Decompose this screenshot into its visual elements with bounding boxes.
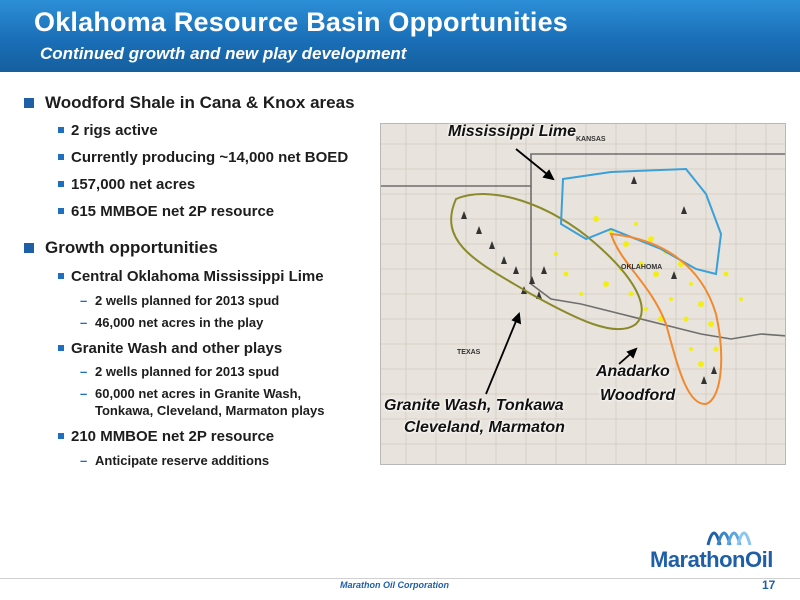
marathon-oil-logo <box>650 525 790 575</box>
rig-markers <box>461 176 717 384</box>
dash-icon: – <box>80 386 88 401</box>
callout-granite-wash-line2: Cleveland, Marmaton <box>404 419 565 436</box>
callout-anadarko-line2: Woodford <box>600 387 676 404</box>
bullet-square-icon <box>58 181 64 187</box>
dash-icon: – <box>80 293 88 308</box>
bullet-square-icon <box>24 243 34 253</box>
callout-anadarko-line1: Anadarko <box>596 363 670 380</box>
bullet-square-icon <box>58 433 64 439</box>
footer-company: Marathon Oil Corporation <box>340 580 449 590</box>
bullet-square-icon <box>58 273 64 279</box>
state-label-kansas: KANSAS <box>576 136 606 143</box>
dash-icon: – <box>80 315 88 330</box>
bullet-list: Woodford Shale in Cana & Knox areas 2 rigs active Currently producing ~14,000 net BOED 157,000 net acres 615 MMBOE net 2P resource Growth opportunities Central Oklahoma Mississippi Lime – 2 wells planned for 2013 spud – 46,000 net acres in the play Granite Wash and other plays – 2 wells planned for 2013 spud – 60,000 net acres in Granite Wash, Tonkawa, Cleveland, Marmaton plays 210 MMBOE net 2P resource – Anticipate reserve additions <box>0 0 380 470</box>
state-label-oklahoma: OKLAHOMA <box>621 264 663 271</box>
slide-subtitle: Continued growth and new play development <box>40 44 407 63</box>
wave-logo-icon <box>706 525 756 547</box>
callout-granite-wash-line1: Granite Wash, Tonkawa <box>384 397 564 414</box>
granite-wash-outline <box>451 194 642 329</box>
bullet-square-icon <box>58 208 64 214</box>
bullet-square-icon <box>58 154 64 160</box>
dash-icon: – <box>80 453 88 468</box>
slide-title: Oklahoma Resource Basin Opportunities <box>34 7 569 37</box>
state-label-texas: TEXAS <box>457 349 481 356</box>
callout-mississippi-lime: Mississippi Lime <box>448 123 577 140</box>
state-borders <box>381 154 786 339</box>
bullet-square-icon <box>24 98 34 108</box>
logo-wordmark: MarathonOil <box>650 547 773 572</box>
footer-divider <box>0 578 800 579</box>
bullet-square-icon <box>58 345 64 351</box>
page-number: 17 <box>762 578 776 592</box>
mississippi-lime-outline <box>561 169 721 274</box>
dash-icon: – <box>80 364 88 379</box>
bullet-square-icon <box>58 127 64 133</box>
